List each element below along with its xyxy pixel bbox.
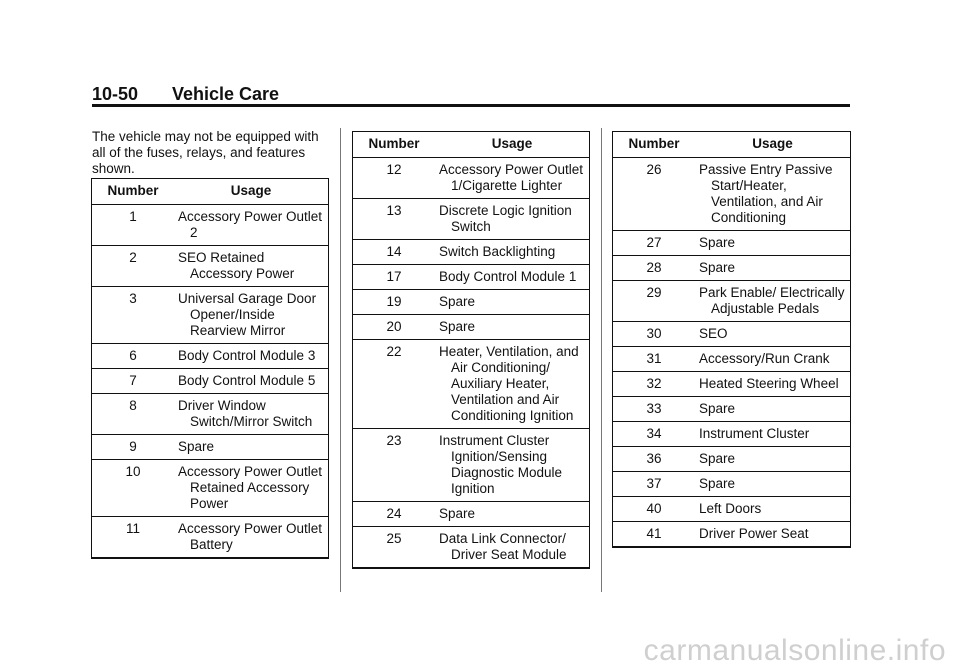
fuse-usage: Data Link Connector/ Driver Seat Module	[439, 531, 567, 562]
table-row	[353, 199, 589, 240]
table-row	[613, 158, 850, 231]
fuse-number: 3	[92, 287, 174, 344]
fuse-number: 25	[353, 527, 435, 568]
fuse-usage: Spare	[699, 451, 736, 466]
table-row	[613, 397, 850, 422]
fuse-number: 17	[353, 265, 435, 290]
fuse-usage: Park Enable/ Electrically Adjustable Pedals	[699, 285, 845, 316]
fuse-usage: Spare	[439, 319, 476, 334]
fuse-usage: SEO	[699, 326, 728, 341]
fuse-number: 1	[92, 205, 174, 246]
table-row	[92, 205, 328, 246]
table-row	[613, 447, 850, 472]
fuse-number: 7	[92, 369, 174, 394]
fuse-usage: Heater, Ventilation, and Air Conditioning/ Auxiliary Heater, Ventilation and Air Conditioning Ignition	[439, 344, 579, 423]
table-row	[353, 429, 589, 502]
fuse-usage: Body Control Module 5	[178, 373, 316, 388]
fuse-usage: Instrument Cluster	[699, 426, 810, 441]
fuse-number: 34	[613, 422, 695, 447]
table-row	[92, 517, 328, 558]
fuse-usage: Passive Entry Passive Start/Heater, Ventilation, and Air Conditioning	[699, 162, 833, 225]
fuse-table-1	[92, 178, 328, 558]
table-row	[92, 435, 328, 460]
fuse-number: 37	[613, 472, 695, 497]
page-number: 10-50	[92, 84, 139, 104]
fuse-usage: SEO Retained Accessory Power	[178, 250, 295, 281]
table-row	[613, 281, 850, 322]
table-row	[92, 369, 328, 394]
fuse-usage: Spare	[439, 294, 476, 309]
table-row	[613, 422, 850, 447]
table-row	[613, 322, 850, 347]
fuse-usage: Body Control Module 3	[178, 348, 316, 363]
fuse-number: 10	[92, 460, 174, 517]
column-header-number: Number	[92, 178, 174, 205]
table-row	[353, 502, 589, 527]
fuse-number: 12	[353, 158, 435, 199]
table-row	[613, 497, 850, 522]
fuse-usage: Universal Garage Door Opener/Inside Rearview Mirror	[178, 291, 317, 338]
table-row	[613, 256, 850, 281]
table-row	[353, 527, 589, 568]
table-row	[613, 522, 850, 547]
table-row	[353, 240, 589, 265]
fuse-usage: Accessory/Run Crank	[699, 351, 830, 366]
table-row	[92, 287, 328, 344]
fuse-usage: Spare	[439, 506, 476, 521]
watermark: carmanualsonline.info	[643, 634, 946, 667]
table-row	[92, 460, 328, 517]
column-header-number: Number	[613, 131, 695, 158]
header-rule	[92, 104, 850, 107]
page-header	[92, 84, 850, 104]
fuse-number: 11	[92, 517, 174, 558]
fuse-number: 29	[613, 281, 695, 322]
fuse-number: 36	[613, 447, 695, 472]
fuse-usage: Heated Steering Wheel	[699, 376, 839, 391]
fuse-number: 6	[92, 344, 174, 369]
fuse-usage: Spare	[699, 401, 736, 416]
fuse-usage: Left Doors	[699, 501, 762, 516]
table-row	[613, 372, 850, 397]
fuse-usage: Driver Window Switch/Mirror Switch	[178, 398, 313, 429]
fuse-usage: Spare	[699, 235, 736, 250]
table-row	[353, 315, 589, 340]
fuse-number: 31	[613, 347, 695, 372]
table-row	[353, 158, 589, 199]
fuse-usage: Instrument Cluster Ignition/Sensing Diagnostic Module Ignition	[439, 433, 563, 496]
table-row	[92, 246, 328, 287]
table-header-row	[353, 131, 589, 158]
column-header-usage: Usage	[174, 178, 328, 205]
section-title: Vehicle Care	[172, 84, 280, 104]
fuse-table-2	[353, 131, 589, 568]
fuse-usage: Accessory Power Outlet Battery	[178, 521, 323, 552]
fuse-number: 23	[353, 429, 435, 502]
fuse-number: 14	[353, 240, 435, 265]
fuse-number: 27	[613, 231, 695, 256]
table-header-row	[613, 131, 850, 158]
fuse-number: 41	[613, 522, 695, 547]
fuse-usage: Accessory Power Outlet 1/Cigarette Lighter	[439, 162, 584, 193]
fuse-usage: Spare	[178, 439, 215, 454]
fuse-number: 32	[613, 372, 695, 397]
fuse-usage: Driver Power Seat	[699, 526, 809, 541]
fuse-number: 30	[613, 322, 695, 347]
fuse-number: 26	[613, 158, 695, 231]
table-row	[613, 347, 850, 372]
fuse-usage: Discrete Logic Ignition Switch	[439, 203, 572, 234]
table-row	[92, 394, 328, 435]
fuse-number: 24	[353, 502, 435, 527]
fuse-number: 20	[353, 315, 435, 340]
column-divider-1	[340, 128, 341, 592]
column-header-usage: Usage	[435, 131, 589, 158]
fuse-usage: Switch Backlighting	[439, 244, 556, 259]
intro-paragraph: The vehicle may not be equipped with all of the fuses, relays, and features shown.	[92, 129, 319, 176]
column-divider-2	[601, 128, 602, 592]
fuse-usage: Body Control Module 1	[439, 269, 577, 284]
table-row	[92, 344, 328, 369]
fuse-number: 8	[92, 394, 174, 435]
table-row	[353, 290, 589, 315]
table-row	[613, 472, 850, 497]
fuse-number: 2	[92, 246, 174, 287]
fuse-usage: Spare	[699, 260, 736, 275]
fuse-number: 28	[613, 256, 695, 281]
fuse-number: 40	[613, 497, 695, 522]
table-row	[613, 231, 850, 256]
fuse-usage: Accessory Power Outlet 2	[178, 209, 323, 240]
fuse-table-3	[613, 131, 850, 547]
column-header-number: Number	[353, 131, 435, 158]
table-row	[353, 265, 589, 290]
table-header-row	[92, 178, 328, 205]
column-header-usage: Usage	[695, 131, 850, 158]
table-row	[353, 340, 589, 429]
fuse-usage: Accessory Power Outlet Retained Accessory Power	[178, 464, 323, 511]
fuse-number: 19	[353, 290, 435, 315]
fuse-usage: Spare	[699, 476, 736, 491]
fuse-number: 13	[353, 199, 435, 240]
fuse-number: 33	[613, 397, 695, 422]
fuse-number: 9	[92, 435, 174, 460]
fuse-number: 22	[353, 340, 435, 429]
